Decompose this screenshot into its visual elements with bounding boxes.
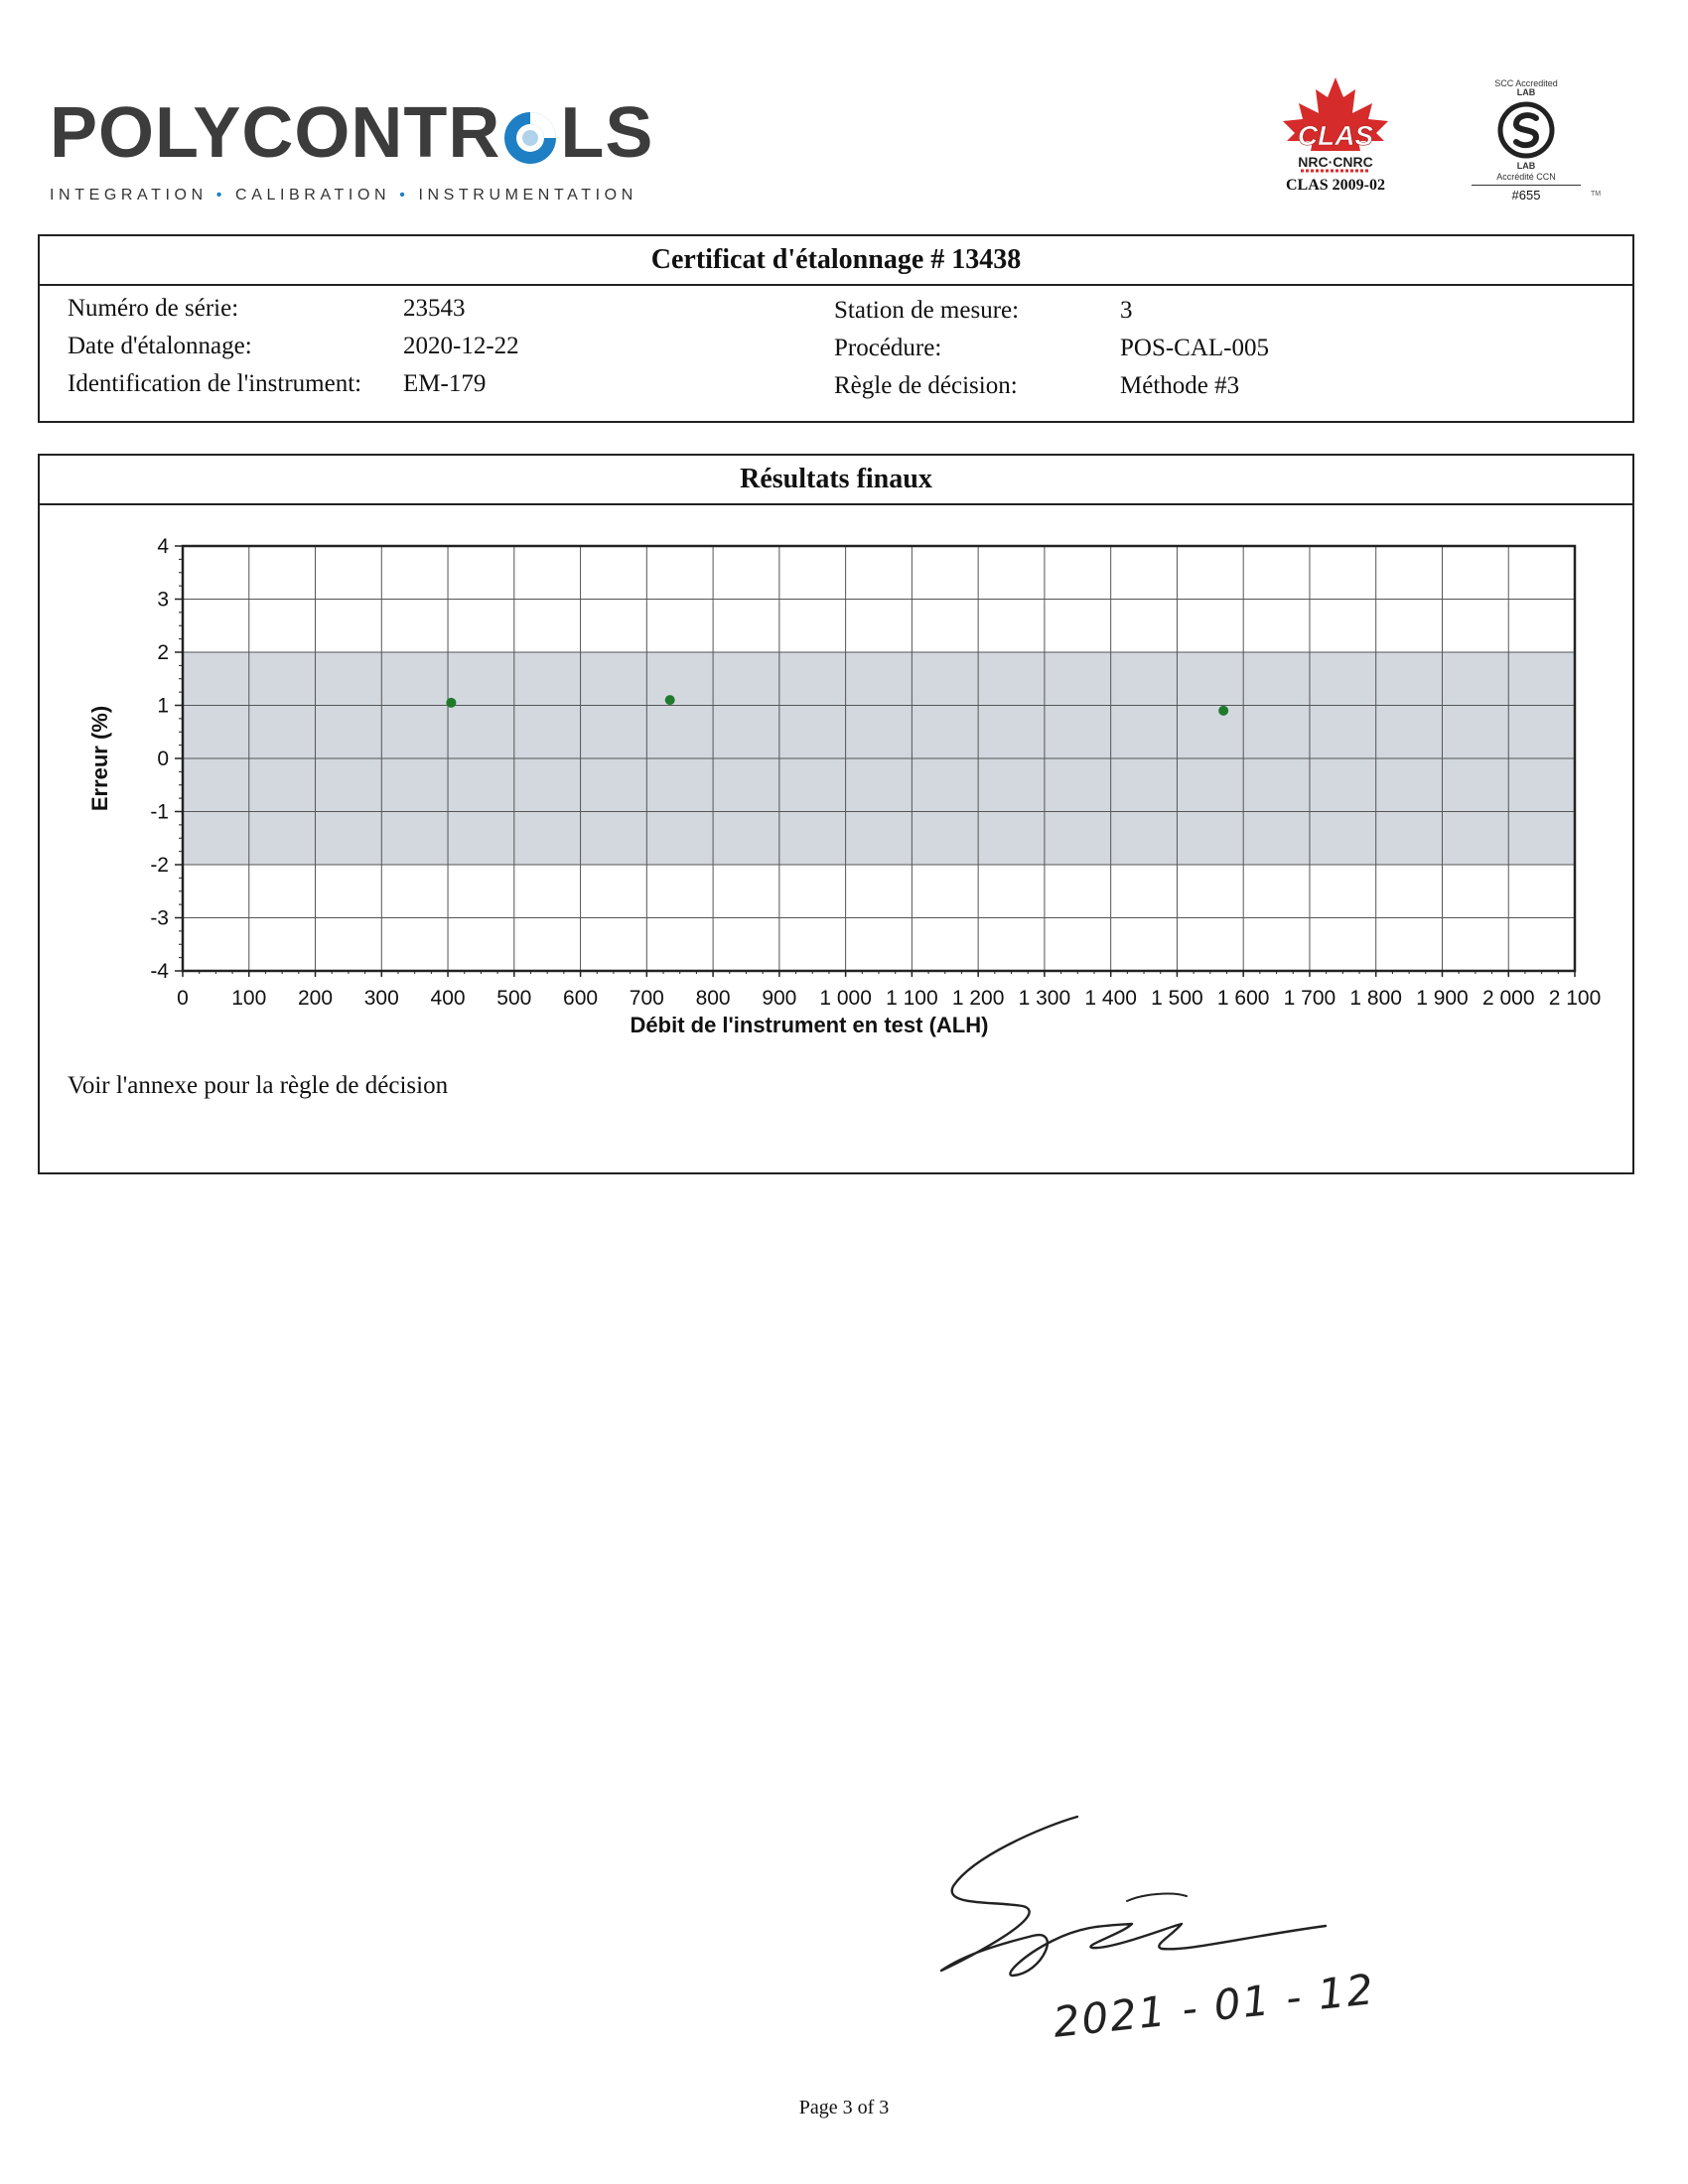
tagline-separator: • <box>215 187 226 204</box>
scc-top-line: SCC Accredited <box>1494 78 1558 88</box>
data-point <box>446 698 456 708</box>
x-tick-label: 1 200 <box>951 987 1005 1010</box>
certificate-right-fields <box>834 292 1269 405</box>
x-tick-label: 500 <box>496 987 532 1010</box>
x-tick-label: 2 100 <box>1548 987 1602 1010</box>
x-tick-label: 1 100 <box>886 987 938 1010</box>
y-tick-label: -4 <box>150 960 169 983</box>
logo-wordmark <box>50 93 654 173</box>
tagline-item: INTEGRATION <box>50 187 208 204</box>
certificate-info-box <box>38 234 1634 423</box>
x-tick-label: 200 <box>298 987 334 1010</box>
x-tick-label: 1 800 <box>1349 987 1402 1010</box>
certificate-left-fields <box>68 290 519 403</box>
x-tick-label: 2 000 <box>1481 987 1535 1010</box>
x-tick-label: 100 <box>231 987 267 1010</box>
field-label: Règle de décision: <box>834 372 1018 399</box>
maple-leaf-icon <box>1261 75 1410 175</box>
error-chart <box>60 526 1628 1042</box>
scc-divider <box>1472 185 1581 186</box>
certificate-title: Certificat d'étalonnage # 13438 <box>40 236 1632 286</box>
logo-text-left: POLYCONTR <box>50 93 501 173</box>
x-tick-label: 1 300 <box>1018 987 1071 1010</box>
y-tick-label: 1 <box>157 694 169 718</box>
clas-accreditation-logo <box>1261 75 1410 195</box>
field-value: Méthode #3 <box>1120 372 1240 399</box>
x-tick-label: 1 700 <box>1283 987 1336 1010</box>
y-tick-label: 4 <box>157 535 169 558</box>
page-number: Page 3 of 3 <box>798 2097 890 2118</box>
field-label: Identification de l'instrument: <box>68 370 362 397</box>
field-date <box>68 328 519 365</box>
logo-tagline <box>50 187 653 205</box>
x-tick-label: 1 600 <box>1216 987 1270 1010</box>
x-tick-label: 0 <box>177 987 189 1010</box>
tagline-item: CALIBRATION <box>235 187 391 204</box>
polycontrols-logo <box>50 93 654 205</box>
y-tick-label: -2 <box>150 854 169 877</box>
signature <box>933 1807 1410 2070</box>
field-value: 2020-12-22 <box>403 333 519 359</box>
scc-number: #655 <box>1511 187 1541 203</box>
logo-swirl-icon <box>502 106 558 162</box>
y-tick-label: 3 <box>157 588 169 612</box>
tagline-item: INSTRUMENTATION <box>418 187 637 204</box>
clas-code: CLAS 2009-02 <box>1285 177 1385 194</box>
field-decision-rule <box>834 367 1269 405</box>
y-tick-label: 2 <box>157 641 169 664</box>
x-tick-label: 300 <box>363 987 399 1010</box>
scc-lab-bottom: LAB <box>1516 160 1536 171</box>
field-value: POS-CAL-005 <box>1120 335 1270 361</box>
x-tick-label: 1 400 <box>1084 987 1137 1010</box>
scc-accreditation-logo <box>1466 78 1602 203</box>
field-value: 3 <box>1120 297 1133 324</box>
field-value: 23543 <box>403 295 466 322</box>
field-station <box>834 292 1269 330</box>
clas-sub: NRC·CNRC <box>1298 154 1373 170</box>
y-tick-label: -3 <box>150 906 169 930</box>
x-tick-label: 1 500 <box>1151 987 1203 1010</box>
tagline-separator: • <box>399 187 410 204</box>
decision-rule-note: Voir l'annexe pour la règle de décision <box>68 1072 449 1099</box>
field-serial <box>68 290 519 328</box>
x-tick-label: 1 000 <box>819 987 872 1010</box>
y-axis-label: Erreur (%) <box>87 705 112 812</box>
x-tick-label: 400 <box>430 987 466 1010</box>
logo-text-right: LS <box>560 93 654 173</box>
data-point <box>1218 706 1228 716</box>
scc-accredite: Accrédité CCN <box>1496 172 1556 183</box>
scc-lab-top: LAB <box>1516 87 1536 98</box>
field-label: Date d'étalonnage: <box>68 333 252 359</box>
y-tick-label: 0 <box>157 748 169 770</box>
field-value: EM-179 <box>403 370 487 397</box>
results-title: Résultats finaux <box>40 456 1632 505</box>
x-tick-label: 900 <box>762 987 797 1010</box>
scc-tm: TM <box>1591 191 1602 198</box>
x-axis-label: Débit de l'instrument en test (ALH) <box>630 1013 989 1037</box>
field-label: Procédure: <box>834 335 942 361</box>
x-tick-label: 800 <box>695 987 731 1010</box>
clas-mark: CLAS <box>1297 120 1374 151</box>
y-tick-label: -1 <box>150 800 169 824</box>
signature-date: 2021 - 01 - 12 <box>1051 1965 1378 2047</box>
field-instrument-id <box>68 365 519 403</box>
field-label: Station de mesure: <box>834 297 1020 324</box>
x-tick-label: 600 <box>563 987 599 1010</box>
field-procedure <box>834 330 1269 367</box>
data-point <box>665 695 675 705</box>
scc-symbol-icon <box>1496 100 1556 160</box>
x-tick-label: 700 <box>629 987 664 1010</box>
field-label: Numéro de série: <box>68 295 239 322</box>
x-tick-label: 1 900 <box>1416 987 1469 1010</box>
